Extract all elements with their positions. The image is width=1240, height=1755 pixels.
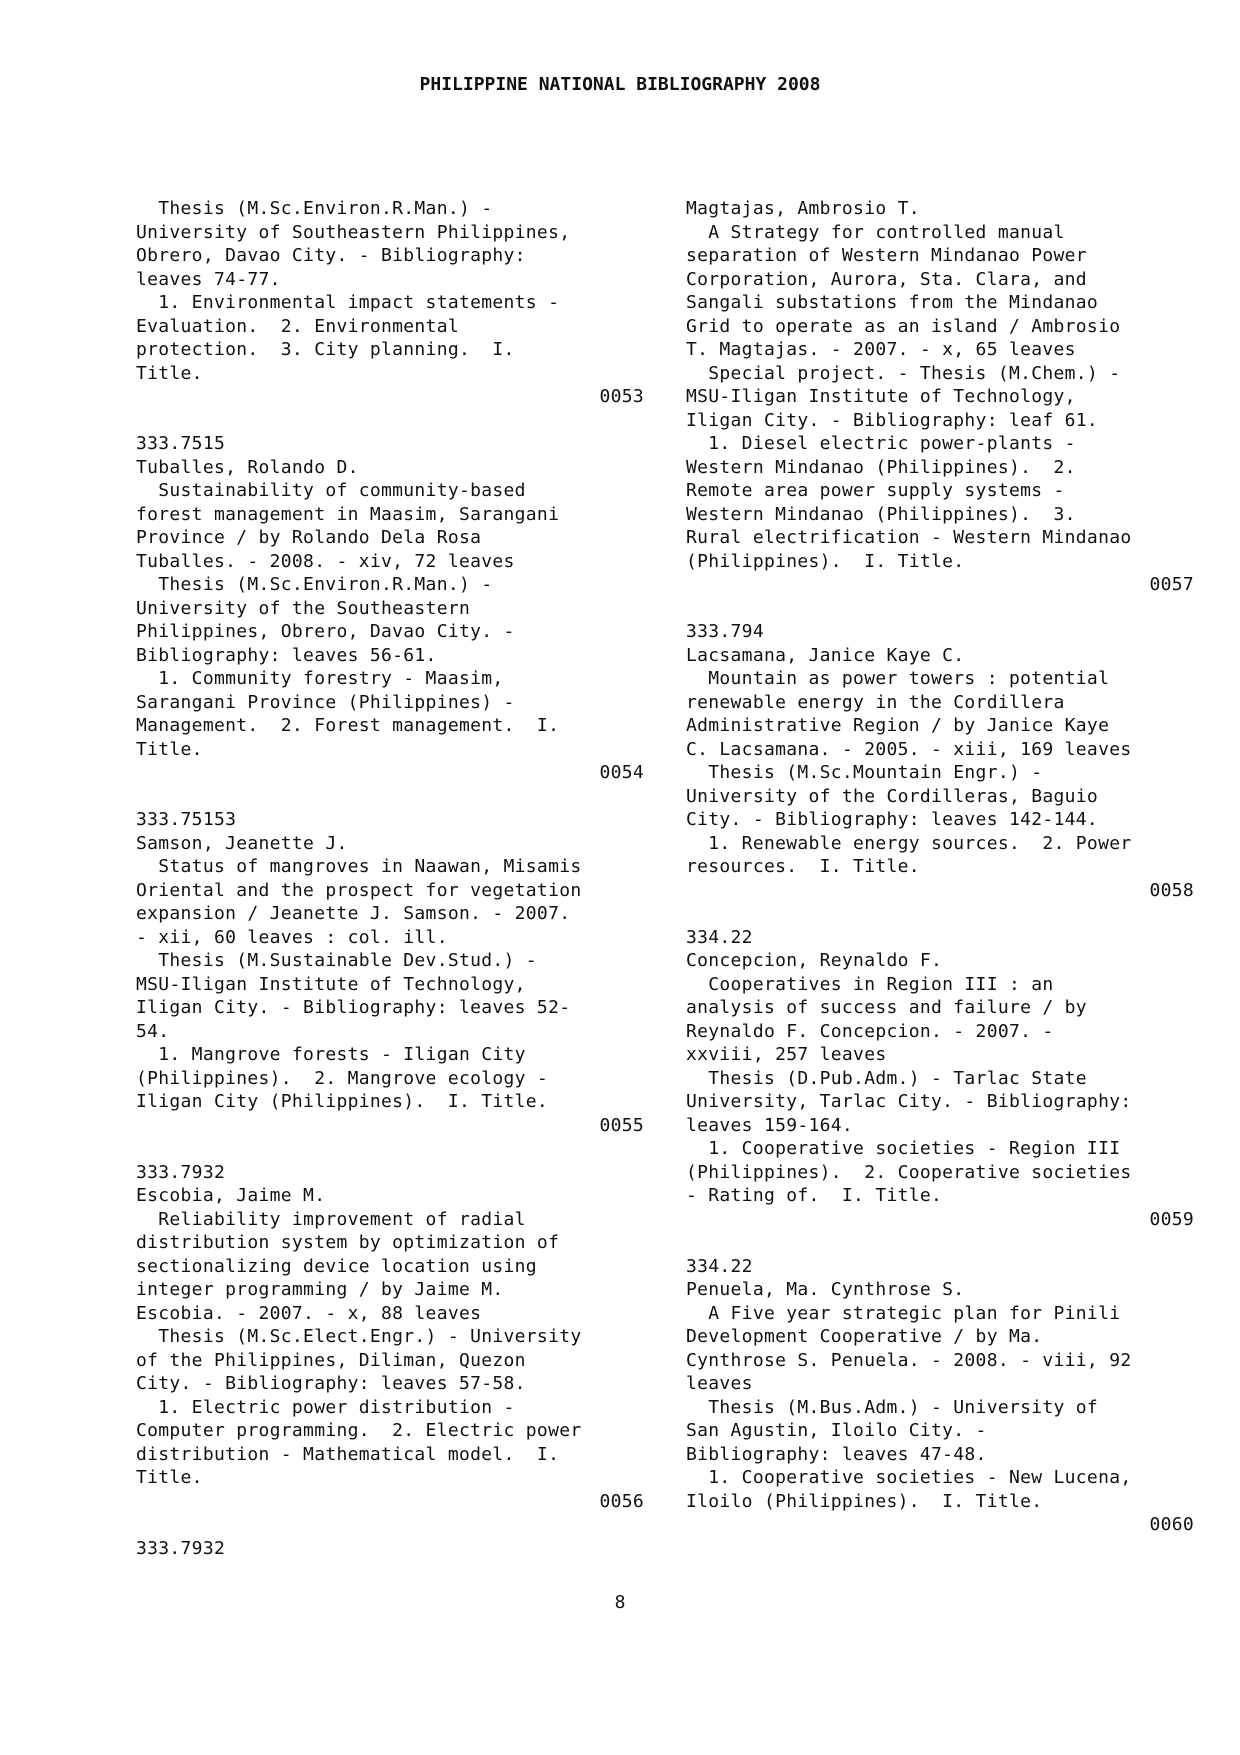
text-line: University of the Cordilleras, Baguio (686, 785, 1099, 807)
entry-number: 0059 (1149, 1208, 1194, 1230)
page-title: PHILIPPINE NATIONAL BIBLIOGRAPHY 2008 (419, 74, 821, 95)
text-line: Samson, Jeanette J. (136, 832, 348, 854)
text-line: Iligan City. - Bibliography: leaf 61. (686, 409, 1099, 431)
text-line: Development Cooperative / by Ma. (686, 1326, 1043, 1347)
text-line: 54. (136, 1020, 170, 1042)
text-line: Special project. - Thesis (M.Chem.) - (686, 362, 1121, 384)
text-line: 1. Renewable energy sources. 2. Power (686, 832, 1132, 854)
text-line: 334.22 (686, 926, 753, 948)
text-line: leaves (686, 1373, 753, 1394)
text-line: Thesis (D.Pub.Adm.) - Tarlac State (686, 1067, 1087, 1089)
entry-number: 0054 (599, 762, 644, 783)
text-line: University of Southeastern Philippines, (136, 221, 571, 243)
text-line: 1. Cooperative societies - Region III (686, 1138, 1121, 1159)
text-line: Sustainability of community-based (136, 480, 526, 501)
text-line: Thesis (M.Bus.Adm.) - University of (686, 1396, 1099, 1418)
text-line: Iligan City (Philippines). I. Title. (136, 1091, 549, 1112)
text-line: Western Mindanao (Philippines). 3. (686, 503, 1076, 525)
text-line: Thesis (M.Sc.Mountain Engr.) - (686, 762, 1043, 783)
text-line: T. Magtajas. - 2007. - x, 65 leaves (686, 339, 1076, 360)
text-line: (Philippines). 2. Cooperative societies (686, 1161, 1132, 1183)
text-line: Title. (136, 362, 203, 384)
text-line: Iligan City. - Bibliography: leaves 52- (136, 997, 571, 1018)
text-line: A Five year strategic plan for Pinili (686, 1302, 1121, 1324)
text-line: protection. 3. City planning. I. (136, 339, 515, 360)
blank-line (136, 409, 644, 433)
text-line: 333.7515 (136, 433, 226, 454)
text-line: Tuballes. - 2008. - xiv, 72 leaves (136, 550, 515, 572)
text-line: Title. (136, 1467, 203, 1488)
text-line: (Philippines). I. Title. (686, 550, 965, 572)
text-line: leaves 74-77. (136, 268, 281, 290)
text-line: forest management in Maasim, Sarangani (136, 503, 560, 525)
text-line: Sarangani Province (Philippines) - (136, 691, 515, 713)
text-line: Oriental and the prospect for vegetation (136, 879, 582, 901)
text-line: City. - Bibliography: leaves 57-58. (136, 1373, 526, 1394)
text-line: analysis of success and failure / by (686, 997, 1087, 1018)
text-line: Tuballes, Rolando D. (136, 456, 359, 478)
text-line: 1. Diesel electric power-plants - (686, 433, 1076, 454)
text-line: University, Tarlac City. - Bibliography: (686, 1091, 1132, 1112)
entry-number: 0060 (1149, 1514, 1194, 1535)
blank-line (686, 597, 1194, 621)
text-line: Management. 2. Forest management. I. (136, 715, 560, 736)
page-number: 8 (614, 1592, 626, 1613)
text-line: (Philippines). 2. Mangrove ecology - (136, 1067, 549, 1089)
text-line: MSU-Iligan Institute of Technology, (686, 386, 1076, 407)
text-line: MSU-Iligan Institute of Technology, (136, 973, 526, 995)
text-line: Philippines, Obrero, Davao City. - (136, 621, 515, 642)
text-line: Administrative Region / by Janice Kaye (686, 715, 1110, 736)
blank-line (136, 785, 644, 809)
text-line: of the Philippines, Diliman, Quezon (136, 1349, 526, 1371)
text-line: University of the Southeastern (136, 597, 471, 619)
text-line: 1. Mangrove forests - Iligan City (136, 1044, 526, 1065)
text-line: Cynthrose S. Penuela. - 2008. - viii, 92 (686, 1349, 1132, 1371)
text-line: Cooperatives in Region III : an (686, 973, 1054, 995)
text-line: 333.75153 (136, 809, 237, 830)
text-line: 1. Environmental impact statements - (136, 292, 560, 313)
blank-line (136, 1137, 644, 1161)
text-line: Western Mindanao (Philippines). 2. (686, 456, 1076, 478)
text-line: 333.7932 (136, 1537, 226, 1559)
text-line: separation of Western Mindanao Power (686, 245, 1087, 266)
text-line: 333.7932 (136, 1161, 226, 1183)
text-line: Remote area power supply systems - (686, 480, 1065, 501)
text-line: A Strategy for controlled manual (686, 221, 1065, 243)
text-line: Concepcion, Reynaldo F. (686, 950, 943, 971)
entry-number: 0057 (1149, 574, 1194, 595)
text-line: Magtajas, Ambrosio T. (686, 198, 920, 219)
blank-line (136, 1513, 644, 1537)
text-line: Reynaldo F. Concepcion. - 2007. - (686, 1020, 1054, 1042)
text-line: - Rating of. I. Title. (686, 1185, 943, 1206)
text-line: 1. Cooperative societies - New Lucena, (686, 1467, 1132, 1488)
text-line: Computer programming. 2. Electric power (136, 1420, 582, 1441)
text-line: Escobia. - 2007. - x, 88 leaves (136, 1302, 482, 1324)
text-line: 334.22 (686, 1255, 753, 1277)
text-line: Evaluation. 2. Environmental (136, 315, 459, 337)
text-line: Corporation, Aurora, Sta. Clara, and (686, 268, 1087, 290)
text-line: Iloilo (Philippines). I. Title. (686, 1490, 1043, 1512)
text-line: distribution system by optimization of (136, 1232, 560, 1253)
text-line: Thesis (M.Sc.Environ.R.Man.) - (136, 198, 493, 219)
text-line: Escobia, Jaime M. (136, 1185, 326, 1206)
text-line: xxviii, 257 leaves (686, 1044, 887, 1065)
entry-number: 0055 (599, 1114, 644, 1136)
text-line: Bibliography: leaves 47-48. (686, 1443, 987, 1465)
text-line: leaves 159-164. (686, 1114, 854, 1136)
blank-line (686, 902, 1194, 926)
text-line: Grid to operate as an island / Ambrosio (686, 315, 1121, 337)
text-line: resources. I. Title. (686, 856, 920, 877)
text-line: expansion / Jeanette J. Samson. - 2007. (136, 903, 571, 924)
text-line: 1. Electric power distribution - (136, 1396, 515, 1418)
entry-number: 0053 (599, 386, 644, 407)
text-line: Mountain as power towers : potential (686, 668, 1110, 689)
text-line: Thesis (M.Sustainable Dev.Stud.) - (136, 950, 537, 971)
text-line: Obrero, Davao City. - Bibliography: (136, 245, 526, 266)
text-line: 1. Community forestry - Maasim, (136, 668, 504, 689)
text-line: Penuela, Ma. Cynthrose S. (686, 1279, 965, 1300)
entry-number: 0056 (599, 1490, 644, 1512)
text-line: 333.794 (686, 621, 764, 642)
text-line: Title. (136, 738, 203, 760)
text-line: Thesis (M.Sc.Elect.Engr.) - University (136, 1326, 582, 1347)
text-line: - xii, 60 leaves : col. ill. (136, 926, 448, 948)
text-line: Status of mangroves in Naawan, Misamis (136, 856, 582, 877)
text-line: C. Lacsamana. - 2005. - xiii, 169 leaves (686, 738, 1132, 760)
text-line: Sangali substations from the Mindanao (686, 292, 1099, 313)
right-column (686, 197, 1194, 1537)
blank-line (686, 1231, 1194, 1255)
left-column (136, 197, 644, 1560)
text-line: Province / by Rolando Dela Rosa (136, 527, 482, 548)
text-line: Reliability improvement of radial (136, 1208, 526, 1230)
text-line: Lacsamana, Janice Kaye C. (686, 644, 965, 666)
text-line: distribution - Mathematical model. I. (136, 1443, 560, 1465)
text-line: San Agustin, Iloilo City. - (686, 1420, 987, 1441)
text-line: Rural electrification - Western Mindanao (686, 527, 1132, 548)
text-line: Thesis (M.Sc.Environ.R.Man.) - (136, 574, 493, 595)
text-line: renewable energy in the Cordillera (686, 691, 1065, 713)
text-line: sectionalizing device location using (136, 1255, 537, 1277)
text-line: Bibliography: leaves 56-61. (136, 644, 437, 666)
text-line: integer programming / by Jaime M. (136, 1279, 504, 1300)
entry-number: 0058 (1149, 879, 1194, 901)
text-line: City. - Bibliography: leaves 142-144. (686, 809, 1099, 830)
